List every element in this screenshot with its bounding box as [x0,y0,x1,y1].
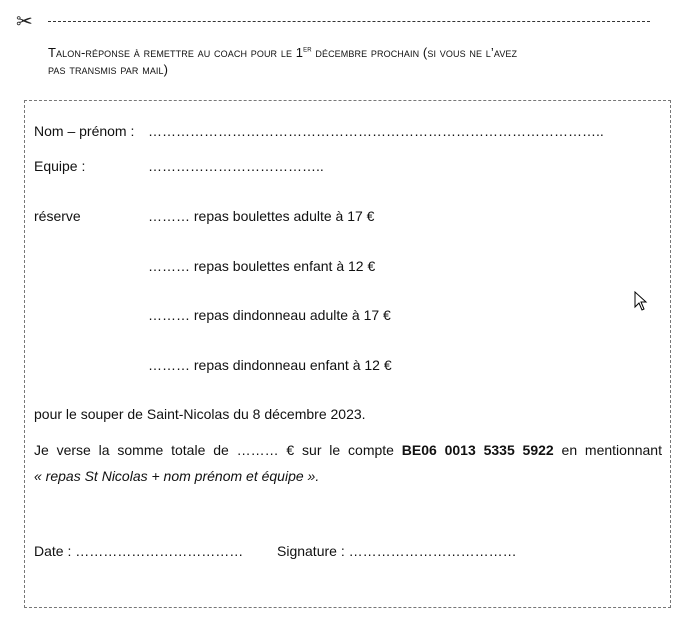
scissors-icon: ✂ [16,11,33,33]
header-instruction [48,44,658,78]
reserve-label: réserve [34,208,81,224]
header-text-3: pas transmis par mail) [48,62,169,77]
payment-paragraph [34,437,662,489]
header-text-1: Talon-réponse à remettre au coach pour le 1 [48,45,304,60]
option-boulettes-enfant[interactable]: ……… repas boulettes enfant à 12 € [148,258,376,274]
cut-line [48,21,650,22]
equipe-label: Equipe : [34,158,86,174]
payment-text-2: en mentionnant [561,442,662,458]
option-dindonneau-adulte[interactable]: ……… repas dindonneau adulte à 17 € [148,307,391,323]
nom-label: Nom – prénom : [34,123,135,139]
header-text-2: décembre prochain (si vous ne l’avez [311,45,518,60]
option-boulettes-adulte[interactable]: ……… repas boulettes adulte à 17 € [148,208,375,224]
event-text: pour le souper de Saint-Nicolas du 8 décembre 2023. [34,406,366,422]
mouse-cursor-icon [634,291,648,311]
nom-field[interactable]: …………………………………………………………………………………….. [148,123,604,139]
payment-text-1: Je verse la somme totale de ……… € sur le compte [34,442,394,458]
iban: BE06 0013 5335 5922 [401,442,554,458]
equipe-field[interactable]: ……………………………….. [148,158,324,174]
payment-reference: « repas St Nicolas + nom prénom et équipe ». [34,468,320,484]
reply-form-box [24,100,671,608]
signature-field[interactable]: Signature : ……………………………… [277,543,517,559]
option-dindonneau-enfant[interactable]: ……… repas dindonneau enfant à 12 € [148,357,392,373]
header-sup: er [303,44,312,54]
payment-line-1 [34,437,662,463]
date-field[interactable]: Date : ……………………………… [34,543,244,559]
